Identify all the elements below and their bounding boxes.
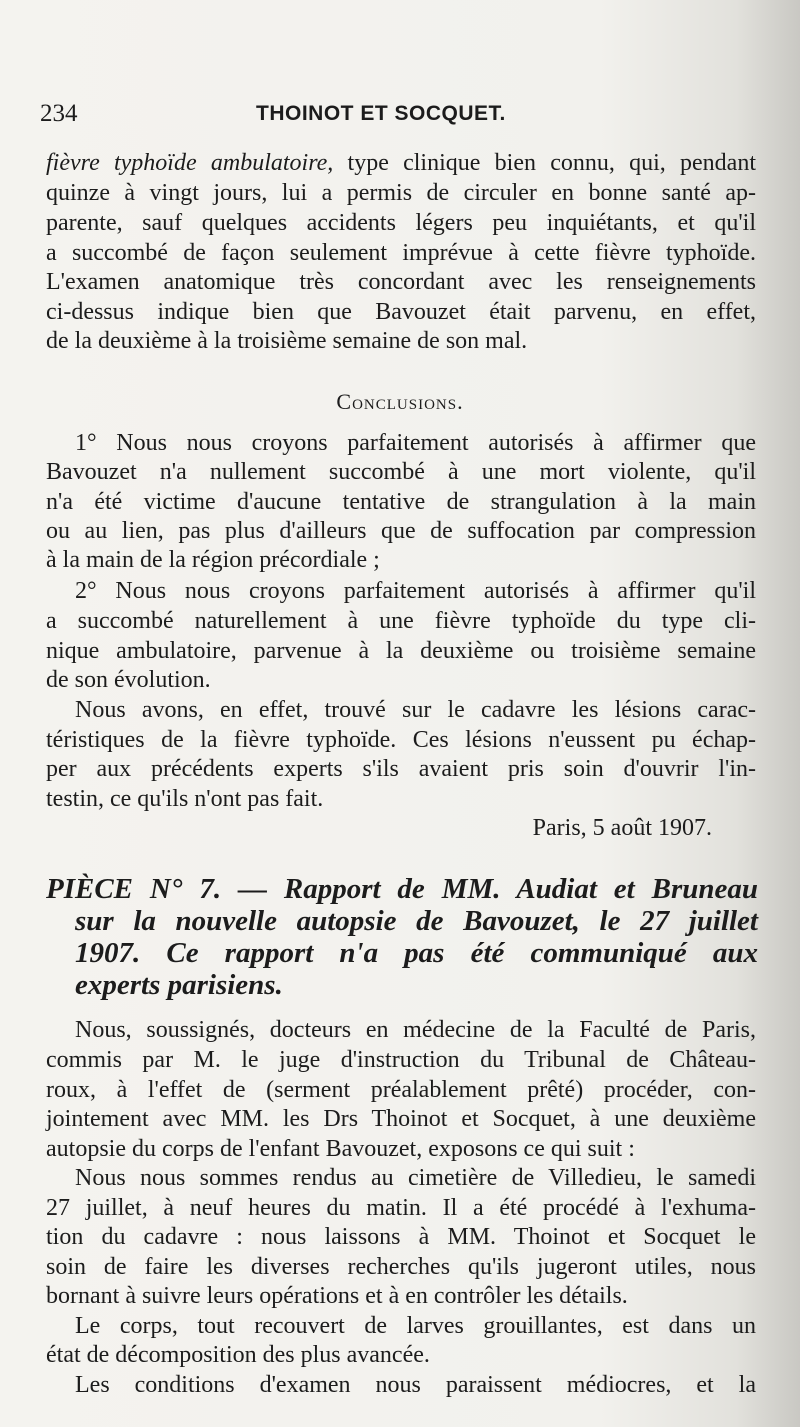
text-line: Nous nous sommes rendus au cimetière de Villedieu, le samedi <box>75 1165 756 1191</box>
text-line: téristiques de la fièvre typhoïde. Ces lésions n'eussent pu échap- <box>46 727 756 753</box>
text-line: bornant à suivre leurs opérations et à en contrôler les détails. <box>46 1283 628 1309</box>
text-line: jointement avec MM. les Drs Thoinot et Socquet, à une deuxième <box>46 1106 756 1132</box>
text-line: Nous, soussignés, docteurs en médecine de la Faculté de Paris, <box>75 1017 756 1043</box>
text-line: Le corps, tout recouvert de larves grouillantes, est dans un <box>75 1313 756 1339</box>
piece-heading-line: experts parisiens. <box>75 969 283 1001</box>
text-line: autopsie du corps de l'enfant Bavouzet, exposons ce qui suit : <box>46 1136 635 1162</box>
text-line: Nous avons, en effet, trouvé sur le cadavre les lésions carac- <box>75 697 756 723</box>
section-title <box>0 387 800 417</box>
text-line: 27 juillet, à neuf heures du matin. Il a été procédé à l'exhuma- <box>46 1195 756 1221</box>
running-title: THOINOT ET SOCQUET. <box>256 102 506 125</box>
text-line: a succombé naturellement à une fièvre typhoïde du type cli- <box>46 608 756 634</box>
text-line: commis par M. le juge d'instruction du Tribunal de Château- <box>46 1047 756 1073</box>
text-line: ou au lien, pas plus d'ailleurs que de suffocation par compression <box>46 518 756 544</box>
piece-heading-line: sur la nouvelle autopsie de Bavouzet, le 27 juillet <box>75 905 758 937</box>
section-title-text: Conclusions. <box>336 389 464 414</box>
text-line: a succombé de façon seulement imprévue à cette fièvre typhoïde. <box>46 240 756 266</box>
text-line: n'a été victime d'aucune tentative de strangulation à la main <box>46 489 756 515</box>
italic-term: fièvre typhoïde ambulatoire, <box>46 150 334 176</box>
text-line: per aux précédents experts s'ils avaient pris soin d'ouvrir l'in- <box>46 756 756 782</box>
piece-heading-line: PIÈCE N° 7. — Rapport de MM. Audiat et Bruneau <box>46 873 758 905</box>
text-line: à la main de la région précordiale ; <box>46 547 380 573</box>
text-line: Les conditions d'examen nous paraissent médiocres, et la <box>75 1372 756 1398</box>
text-line <box>46 148 756 178</box>
text-line: état de décomposition des plus avancée. <box>46 1342 430 1368</box>
text-line: parente, sauf quelques accidents légers peu inquiétants, et qu'il <box>46 210 756 236</box>
piece-heading-line: 1907. Ce rapport n'a pas été communiqué aux <box>75 937 758 969</box>
signature-line: Paris, 5 août 1907. <box>532 815 712 841</box>
page-number: 234 <box>40 100 78 127</box>
text-line: de la deuxième à la troisième semaine de son mal. <box>46 328 528 354</box>
text-line: tion du cadavre : nous laissons à MM. Thoinot et Socquet le <box>46 1224 756 1250</box>
text-line: roux, à l'effet de (serment préalablement prêté) procéder, con- <box>46 1077 756 1103</box>
text-line: L'examen anatomique très concordant avec les renseignements <box>46 269 756 295</box>
text-line: de son évolution. <box>46 667 211 693</box>
text-line: 2° Nous nous croyons parfaitement autorisés à affirmer qu'il <box>75 578 756 604</box>
text-line: Bavouzet n'a nullement succombé à une mort violente, qu'il <box>46 459 756 485</box>
text-line: nique ambulatoire, parvenue à la deuxième ou troisième semaine <box>46 638 756 664</box>
text-fragment: type clinique bien connu, qui, pendant <box>333 150 756 176</box>
text-line: ci-dessus indique bien que Bavouzet était parvenu, en effet, <box>46 299 756 325</box>
text-line: 1° Nous nous croyons parfaitement autorisés à affirmer que <box>75 430 756 456</box>
text-line: quinze à vingt jours, lui a permis de circuler en bonne santé ap- <box>46 180 756 206</box>
text-line: testin, ce qu'ils n'ont pas fait. <box>46 786 324 812</box>
text-line: soin de faire les diverses recherches qu'ils jugeront utiles, nous <box>46 1254 756 1280</box>
page-header <box>40 100 760 136</box>
